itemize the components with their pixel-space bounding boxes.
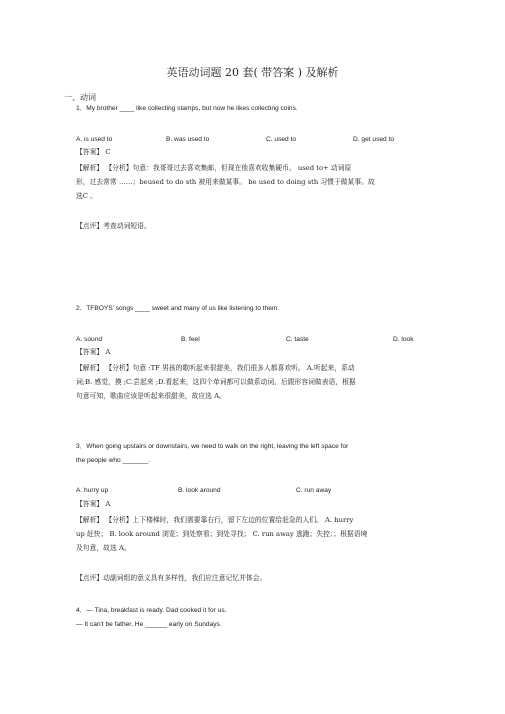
q1-comment: 【点评】考查动词短语。: [76, 222, 151, 230]
q2-option-c: C. taste: [286, 336, 309, 343]
q2-option-a: A. sound: [76, 336, 103, 343]
q3-question-line-2: the people who _______.: [76, 457, 151, 464]
q1-analysis-line-2: 形，过去常常 ……；beused to do sth 被用来做某事。 be used to doing sth 习惯于做某事。故: [76, 178, 375, 186]
q3-option-b: B. look around: [178, 487, 221, 494]
q2-option-d: D. look: [393, 336, 414, 343]
q1-analysis-line-3: 选C 。: [76, 192, 97, 200]
q3-analysis-line-1: 【解析】 【分析】上下楼梯时，我们需要靠右行，留下左边的位置给赶急的人们。 A. hurry: [76, 516, 354, 524]
q1-option-a: A. is used to: [76, 136, 113, 143]
q1-option-d: D. get used to: [353, 136, 395, 143]
q1-option-b: B. was used to: [166, 136, 210, 143]
q3-answer: 【答案】 A: [76, 500, 111, 508]
q3-question-line-1: 3．When going upstairs or downstairs, we need to walk on the right, leaving the left space for: [76, 443, 349, 450]
q3-analysis-line-2: up 赶快； B. look around 浏览；到处察看；到处寻找； C. run away 逃跑；失控；；根据语境: [76, 530, 368, 538]
q2-option-b: B. feel: [181, 336, 200, 343]
q1-question: 1．My brother ____ like collecting stamps, but now he likes collecting coins.: [76, 105, 298, 112]
q2-analysis-line-1: 【解析】 【分析】句意 :TF 男孩的歌听起来很甜美，我们很多人都喜欢听。 A.听起来，系动: [76, 364, 355, 372]
q2-analysis-line-2: 词;B. 感觉，摸 ;C.尝起来 ;D.看起来，这四个单词都可以做系动词，后跟形容词做表语，根据: [76, 378, 356, 386]
q1-analysis-line-1: 【解析】 【分析】句意：我哥哥过去喜欢集邮，但现在他喜欢收集硬币。 used to+ 动词原: [76, 164, 352, 172]
q3-comment: 【点评】动副词组的意义具有多样性，我们应注意记忆并体会。: [76, 574, 267, 582]
document-title: 英语动词题 20 套( 带答案 ) 及解析: [166, 66, 339, 79]
q1-answer: 【答案】 C: [76, 148, 111, 156]
q3-analysis-line-3: 及句意，故选 A。: [76, 544, 131, 552]
q3-option-c: C. run away: [296, 487, 332, 494]
q4-question-line-2: — It can't be father. He ______ early on Sundays.: [76, 621, 222, 628]
q3-option-a: A. hurry up: [76, 487, 109, 494]
q2-answer: 【答案】 A: [76, 348, 111, 356]
q2-question: 2．TFBOYS' songs ____ sweet and many of us like listening to them.: [76, 305, 280, 312]
q1-option-c: C. used to: [266, 136, 297, 143]
section-heading: 一、动词: [64, 93, 96, 102]
q2-analysis-line-3: 句意可知，歌曲应该是听起来很甜美，故应选 A。: [76, 392, 226, 400]
q4-question-line-1: 4．— Tina, breakfast is ready. Dad cooked it for us.: [76, 607, 227, 614]
